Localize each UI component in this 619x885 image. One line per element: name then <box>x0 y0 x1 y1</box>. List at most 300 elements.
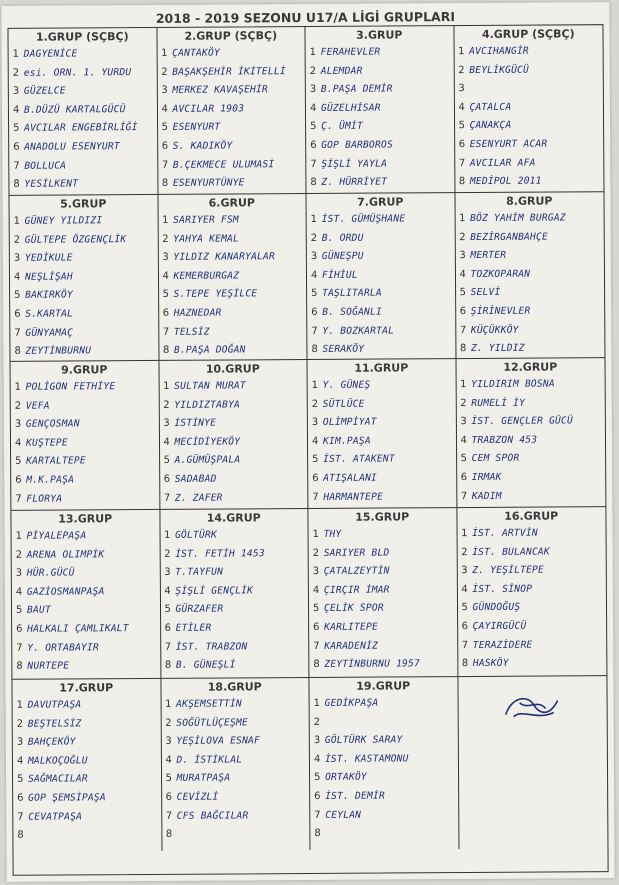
team-number: 7 <box>458 157 466 169</box>
team-number: 1 <box>16 699 24 711</box>
team-name: MECİDİYEKÖY <box>174 436 241 448</box>
team-name: B.ÇEKMECE ULUMASİ <box>172 158 275 171</box>
team-row <box>459 246 600 265</box>
team-number: 3 <box>460 416 467 428</box>
team-row <box>310 62 450 81</box>
team-name: ZEYTİNBURNU 1957 <box>324 658 421 671</box>
team-name: HÜR.GÜCÜ <box>26 567 75 579</box>
team-number: 4 <box>460 434 467 446</box>
team-name: FİHİUL <box>321 269 358 281</box>
team-name: MERKEZ KAVAŞEHİR <box>172 84 269 97</box>
team-number: 5 <box>15 456 22 468</box>
team-row <box>162 230 302 249</box>
team-row <box>164 470 304 489</box>
team-number: 6 <box>310 139 317 151</box>
team-name: DAGYENİCE <box>23 48 78 60</box>
groups-table <box>7 24 608 876</box>
team-row <box>16 564 156 583</box>
team-row <box>459 265 600 284</box>
team-row <box>164 526 304 545</box>
group-header: 10.GRUP <box>205 362 260 376</box>
team-row <box>460 375 601 394</box>
team-number: 4 <box>164 585 171 597</box>
team-number: 7 <box>460 490 468 502</box>
group-header: 4.GRUP (SÇBÇ) <box>481 27 575 41</box>
team-name: SELVİ <box>470 287 501 299</box>
team-row <box>14 268 154 287</box>
team-number: 3 <box>311 417 319 429</box>
team-name: İST. ARTVİN <box>472 527 538 539</box>
team-row <box>161 44 301 63</box>
team-row <box>165 638 305 657</box>
team-name: BEŞTELSİZ <box>27 717 82 730</box>
team-number: 1 <box>161 47 168 59</box>
team-name: BOLLUCA <box>24 160 67 172</box>
team-name: İST. BULANCAK <box>472 546 550 558</box>
team-name: ANADOLU ESENYURT <box>24 141 120 153</box>
team-number: 6 <box>311 306 318 318</box>
team-row <box>13 45 153 64</box>
team-row <box>164 489 304 508</box>
team-row <box>164 451 304 470</box>
team-row <box>15 434 155 453</box>
team-name: KARADENİZ <box>324 640 379 652</box>
team-number: 1 <box>15 530 22 542</box>
team-name: KARTALTEPE <box>26 455 86 468</box>
group-header: 17.GRUP <box>59 681 114 695</box>
team-row <box>313 581 453 600</box>
team-name: GÜNDOĞUŞ <box>472 602 521 614</box>
team-name: CFS BAĞCILAR <box>176 809 249 822</box>
team-name: B. GÜNEŞLİ <box>175 659 236 671</box>
team-name: CEM SPOR <box>471 453 520 465</box>
team-row <box>162 156 302 175</box>
team-name: BEYLİKGÜCÜ <box>469 64 530 76</box>
team-row <box>461 580 602 599</box>
team-row <box>458 79 599 98</box>
team-name: GÜLTEPE ÖZGENÇLİK <box>24 233 127 246</box>
team-number: 4 <box>312 584 320 596</box>
team-row <box>311 210 451 229</box>
team-number: 6 <box>165 791 173 803</box>
group-header: 12.GRUP <box>503 360 558 374</box>
team-number: 4 <box>461 583 468 595</box>
team-number: 2 <box>165 717 172 729</box>
team-number: 1 <box>311 379 319 391</box>
team-number: 3 <box>14 418 22 430</box>
team-row <box>311 247 451 266</box>
group-cell <box>454 25 604 193</box>
team-number: 3 <box>459 250 466 262</box>
team-name: esi. ORN. 1. YURDU <box>23 66 132 79</box>
team-row <box>458 98 599 117</box>
team-name: ATIŞALANI <box>323 472 378 484</box>
group-header: 6.GRUP <box>208 196 255 210</box>
team-row <box>163 285 303 304</box>
team-row <box>311 322 451 341</box>
group-header: 15.GRUP <box>355 510 410 524</box>
team-row <box>459 135 600 154</box>
team-row <box>16 638 156 657</box>
team-row <box>310 80 450 99</box>
team-name: PİYALEPAŞA <box>26 530 87 542</box>
team-name: B. ORDU <box>321 232 364 244</box>
team-name: GÜZELHİSAR <box>320 102 381 114</box>
team-row <box>312 450 452 469</box>
team-number: 8 <box>13 178 20 190</box>
group-header: 14.GRUP <box>206 511 261 525</box>
team-number: 4 <box>14 437 22 449</box>
team-number: 5 <box>459 287 467 299</box>
team-row <box>15 471 155 490</box>
team-name: SÜTLÜCE <box>322 398 365 410</box>
team-number: 6 <box>314 790 321 802</box>
team-number: 5 <box>15 605 23 617</box>
team-row <box>460 412 601 431</box>
team-number: 6 <box>16 623 23 635</box>
team-name: KADIM <box>471 490 502 502</box>
team-row <box>460 321 601 340</box>
team-number: 5 <box>460 453 468 465</box>
team-number: 3 <box>461 565 468 577</box>
team-number: 2 <box>164 548 171 560</box>
team-name: RUMELİ İY <box>471 397 526 409</box>
team-number: 5 <box>165 773 172 785</box>
team-name: ÇAYIRGÜCÜ <box>472 620 527 632</box>
group-header: 2.GRUP (SÇBÇ) <box>184 29 278 43</box>
team-name: Ç. ÜMİT <box>321 121 363 133</box>
team-row <box>163 433 303 452</box>
team-name: D. İSTİKLAL <box>176 754 243 766</box>
team-name: CEYLAN <box>325 809 362 821</box>
team-name: KÜÇÜKKÖY <box>470 324 519 336</box>
team-row <box>14 324 154 343</box>
team-name: GENÇOSMAN <box>25 418 80 430</box>
team-name: MALKOÇOĞLU <box>27 755 88 767</box>
team-number: 5 <box>311 288 318 300</box>
team-row <box>460 284 601 303</box>
team-name: GÜZELCE <box>23 85 66 97</box>
team-number: 1 <box>461 528 468 540</box>
team-row <box>462 654 603 673</box>
team-row <box>461 599 602 618</box>
group-header: 18.GRUP <box>207 680 262 694</box>
group-cell <box>305 26 455 194</box>
page-title: 2018 - 2019 SEZONU U17/A LİGİ GRUPLARI <box>155 9 456 26</box>
team-name: MEDİPOL 2011 <box>469 175 542 188</box>
team-number: 2 <box>310 232 318 244</box>
team-row <box>460 339 601 358</box>
team-row <box>17 715 157 734</box>
group-header: 7.GRUP <box>357 195 404 209</box>
team-row <box>312 469 452 488</box>
team-row <box>161 63 301 82</box>
team-name: BAUT <box>26 604 51 617</box>
team-row <box>163 396 303 415</box>
group-cell <box>11 510 161 680</box>
team-row <box>15 378 155 397</box>
team-row <box>162 118 302 137</box>
team-number: 6 <box>460 471 468 484</box>
team-number: 4 <box>161 103 168 115</box>
team-number: 8 <box>165 828 173 841</box>
team-number: 7 <box>165 810 173 822</box>
team-row <box>166 788 306 807</box>
team-number: 4 <box>310 269 318 281</box>
team-name: TOZKOPARAN <box>470 268 531 280</box>
team-name: ESENYURTÜNYE <box>172 177 245 189</box>
team-number: 3 <box>15 567 23 579</box>
team-row <box>314 713 454 732</box>
team-row <box>462 636 603 655</box>
team-name: SARIYER FSM <box>173 214 239 226</box>
team-name: İST. KASTAMONU <box>324 753 409 765</box>
team-number: 7 <box>312 491 319 503</box>
team-number: 5 <box>17 774 24 786</box>
team-row <box>458 61 599 80</box>
team-number: 2 <box>161 66 168 78</box>
team-name: İST. TRABZON <box>175 640 248 653</box>
team-name: T.TAYFUN <box>175 566 224 579</box>
team-name: HAZNEDAR <box>173 307 222 319</box>
team-row <box>165 619 305 638</box>
team-name: İST. SİNOP <box>472 583 533 595</box>
team-number: 1 <box>163 380 170 392</box>
team-name: ŞİRİNEVLER <box>470 305 531 317</box>
team-number: 6 <box>13 141 20 153</box>
team-row <box>314 824 454 843</box>
team-name: ESENYURT <box>172 121 221 134</box>
team-number: 1 <box>12 48 20 60</box>
team-row <box>17 752 157 771</box>
team-number: 4 <box>311 435 319 447</box>
team-name: İST. DEMİR <box>325 790 385 802</box>
team-row <box>16 583 156 602</box>
team-number: 3 <box>309 84 317 96</box>
group-header: 8.GRUP <box>506 194 553 208</box>
team-number: 1 <box>162 214 169 226</box>
team-row <box>13 101 153 120</box>
group-cell <box>160 509 310 679</box>
team-name: HALKALI ÇAMLIKALT <box>27 623 129 635</box>
team-name: İST. ATAKENT <box>323 453 395 466</box>
team-number: 8 <box>310 177 317 189</box>
team-row <box>313 637 453 656</box>
team-row <box>13 82 153 101</box>
team-row <box>162 174 302 193</box>
team-row <box>164 600 304 619</box>
team-row <box>14 231 154 250</box>
team-row <box>163 341 303 360</box>
team-number: 3 <box>312 566 320 578</box>
team-row <box>14 286 154 305</box>
group-header: 13.GRUP <box>58 512 113 526</box>
team-name: AVCILAR AFA <box>469 157 536 169</box>
team-name: BAŞAKŞEHİR İKİTELLİ <box>172 65 286 78</box>
team-row <box>164 563 304 582</box>
team-number: 4 <box>313 753 321 765</box>
team-number: 1 <box>165 698 172 710</box>
team-name: Y. GÜNEŞ <box>322 379 371 391</box>
team-name: IRMAK <box>471 471 502 483</box>
team-name: YILDIZ KANARYALAR <box>173 251 275 264</box>
group-cell <box>12 679 162 852</box>
team-name: GOP BARBOROS <box>321 139 393 151</box>
group-cell <box>161 678 311 851</box>
team-number: 1 <box>14 381 22 393</box>
team-name: BAHÇEKÖY <box>27 736 76 748</box>
group-cell <box>8 28 158 196</box>
team-number: 7 <box>314 809 321 821</box>
team-name: YEDİKULE <box>24 252 73 264</box>
team-row <box>13 119 153 138</box>
team-row <box>166 769 306 788</box>
team-number: 7 <box>13 160 20 172</box>
team-number: 5 <box>164 604 171 616</box>
group-cell <box>306 193 456 360</box>
group-cell <box>157 27 307 195</box>
team-row <box>16 527 156 546</box>
team-row <box>165 751 305 770</box>
team-number: 8 <box>311 344 318 356</box>
team-name: DAVUTPAŞA <box>27 699 82 711</box>
document-page <box>1 2 614 882</box>
team-row <box>14 249 154 268</box>
group-header: 16.GRUP <box>504 509 559 523</box>
team-row <box>310 136 450 155</box>
team-number: 6 <box>14 308 21 320</box>
team-row <box>313 599 453 618</box>
team-name: BÖZ YAHİM BURGAZ <box>470 212 566 225</box>
team-name: MURATPAŞA <box>176 772 231 785</box>
team-name: YILDIZTABYA <box>174 399 241 411</box>
team-number: 3 <box>161 85 168 97</box>
group-cell <box>11 361 160 511</box>
team-name: İST. GÜMÜŞHANE <box>321 213 406 225</box>
team-row <box>313 562 453 581</box>
team-number: 1 <box>312 528 319 540</box>
team-name: BEZİRGANBAHÇE <box>470 231 548 243</box>
team-row <box>162 211 302 230</box>
team-row <box>16 657 156 676</box>
team-name: SADABAD <box>174 473 217 485</box>
team-name: GÜRZAFER <box>175 603 224 616</box>
team-row <box>17 807 157 826</box>
team-number: 7 <box>17 811 24 823</box>
team-number: 1 <box>13 215 21 227</box>
group-cell <box>309 677 459 850</box>
team-row <box>13 175 153 194</box>
team-name: İST. GENÇLER GÜCÜ <box>471 415 574 428</box>
team-number: 5 <box>314 772 321 784</box>
team-row <box>17 733 157 752</box>
team-name: ZEYTİNBURNU <box>25 345 92 357</box>
team-row <box>314 806 454 825</box>
team-number: 8 <box>162 345 170 357</box>
team-number: 5 <box>312 454 319 466</box>
team-name: TERAZİDERE <box>472 639 533 651</box>
team-number: 4 <box>163 436 170 448</box>
team-number: 2 <box>309 65 317 77</box>
team-name: Z. HÜRRİYET <box>321 176 388 189</box>
team-row <box>163 377 303 396</box>
team-row <box>15 452 155 471</box>
team-name: TELSİZ <box>173 326 210 338</box>
team-number: 7 <box>311 325 318 337</box>
team-row <box>461 561 602 580</box>
team-number: 7 <box>162 326 170 338</box>
group-header: 3.GRUP <box>356 28 403 42</box>
team-name: MERTER <box>470 249 507 262</box>
team-number: 4 <box>309 102 317 114</box>
team-name: B.PAŞA DOĞAN <box>173 344 246 356</box>
team-name: KEMERBURGAZ <box>173 270 240 282</box>
team-name: Y. ORTABAYIR <box>27 641 100 654</box>
team-number: 1 <box>164 529 171 541</box>
team-name: ÇATALCA <box>469 101 512 113</box>
team-number: 2 <box>460 397 467 409</box>
team-number: 3 <box>458 83 465 95</box>
team-row <box>161 100 301 119</box>
team-row <box>166 825 306 844</box>
team-row <box>314 750 454 769</box>
team-row <box>310 155 450 174</box>
team-name: A.GÜMÜŞPALA <box>174 454 241 467</box>
team-number: 7 <box>461 639 469 651</box>
team-number: 3 <box>162 252 169 264</box>
team-name: YEŞİLOVA ESNAF <box>176 735 261 747</box>
team-row <box>312 413 452 432</box>
team-name: TAŞLITARLA <box>322 287 382 300</box>
team-name: GÜNEŞPU <box>321 250 364 263</box>
team-row <box>162 137 302 156</box>
team-name: HASKÖY <box>472 657 509 670</box>
team-number: 8 <box>313 659 320 671</box>
team-row <box>460 394 601 413</box>
team-name: BAKIRKÖY <box>25 289 73 302</box>
team-name: ALEMDAR <box>320 65 363 77</box>
team-number: 5 <box>163 455 171 467</box>
team-row <box>15 397 155 416</box>
team-number: 2 <box>15 549 23 561</box>
group-cell <box>457 507 607 677</box>
team-name: ORTAKÖY <box>325 772 367 784</box>
team-name: SARIYER BLD <box>323 547 390 559</box>
team-row <box>459 228 600 247</box>
team-row <box>312 488 452 507</box>
team-name: ÇANAKÇA <box>469 120 512 132</box>
team-row <box>17 789 157 808</box>
team-name: GÖLTÜRK SARAY <box>324 734 403 747</box>
team-name: AVCILAR ENGEBİRLİĞİ <box>24 122 138 135</box>
team-number: 6 <box>461 620 469 633</box>
team-row <box>311 229 451 248</box>
team-number: 1 <box>458 46 465 58</box>
team-number: 2 <box>459 231 466 243</box>
team-row <box>310 43 450 62</box>
group-cell <box>307 359 456 509</box>
team-name: SOĞÜTLÜÇEŞME <box>176 716 248 729</box>
team-name: ÇATALZEYTİN <box>323 565 390 578</box>
team-row <box>165 732 305 751</box>
team-row <box>313 525 453 544</box>
team-row <box>17 770 157 789</box>
team-row <box>314 768 454 787</box>
team-row <box>311 266 451 285</box>
team-name: B.PAŞA DEMİR <box>320 83 393 96</box>
team-number: 2 <box>13 234 21 246</box>
team-row <box>459 209 600 228</box>
